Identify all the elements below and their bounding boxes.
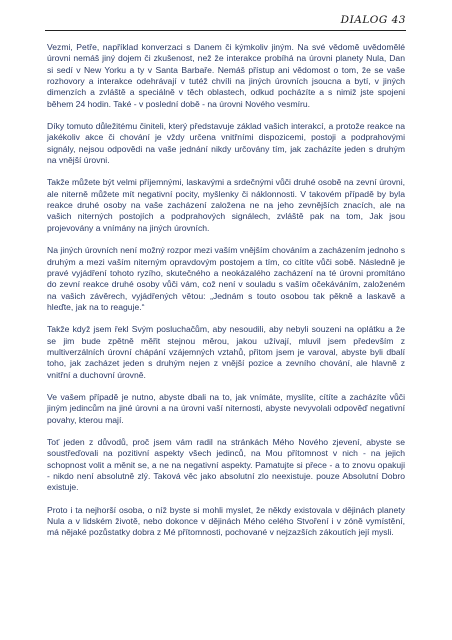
- paragraph: Takže když jsem řekl Svým posluchačům, aby nesoudili, aby nebyli souzeni na oplátku a že se jim bude zpětně měřit stejnou měrou, jakou užívají, mluvil jsem především z multiverzálních úrovní chápání vzájemných vztahů, přitom jsem je varoval, abyste byli dbalí toho, jak zacházet jeden s druhým nejen z vnější pozice a zevního chování, ale hlavně z vnitřní a duchovní úrovně.: [47, 324, 405, 380]
- document-body: [47, 42, 405, 550]
- header-title: DIALOG 43: [340, 14, 406, 26]
- paragraph: Na jiných úrovních není možný rozpor mezi vaším vnějším chováním a zacházením jednoho s druhým a mezi vaším niterným opravdovým postojem a tím, co cítíte vůči sobě. Následně je pravé vyjádření tohoto ryzího, skutečného a neokázalého zacházení na té úrovni promítáno do zevní reakce druhé osoby vůči vám, což není v souladu s vaším očekáváním, založeném na vašich závěrech, vyjádřených větou: „Jednám s touto osobou tak pěkně a laskavě a hleďte, jak na to reaguje.“: [47, 245, 405, 312]
- header-rule: [45, 30, 406, 31]
- paragraph: Ve vašem případě je nutno, abyste dbali na to, jak vnímáte, myslíte, cítíte a zacházíte vůči jiným jedincům na jiné úrovni a na úrovni vaší niternosti, abyste nevyvolali odpověď negativní povahy, kterou mají.: [47, 391, 405, 425]
- paragraph: Vezmi, Petře, například konverzaci s Danem či kýmkoliv jiným. Na své vědomě uvědomělé úrovni nemáš jiný dojem či zkušenost, než že interakce probíhá na úrovni planety Nula, Dan si sedí v New Yorku a ty v Santa Barbaře. Nemáš přístup ani vědomost o tom, že se vaše rozhovory a interakce odehrávají v tutéž chvíli na jiných úrovních jsoucna a bytí, v jiných dimenzích a zvláště a speciálně v těch oblastech, odkud pocházíte a s nimiž jste spojeni během 24 hodin. Také - v poslední době - na úrovni Nového vesmíru.: [47, 42, 405, 109]
- paragraph: Proto i ta nejhorší osoba, o níž byste si mohli myslet, že někdy existovala v dějinách planety Nula a v lidském životě, nebo dokonce v dějinách Mého celého Stvoření i v zóně vymístění, má nějaké pozůstatky dobra z Mé přítomnosti, pochované v nejzazších zákoutích její mysli.: [47, 504, 405, 538]
- paragraph: Toť jeden z důvodů, proč jsem vám radil na stránkách Mého Nového zjevení, abyste se soustřeďovali na pozitivní aspekty všech jedinců, na Mou přítomnost v nich - na jejich schopnost volit a měnit se, a ne na negativní aspekty. Pamatujte si přece - a to znovu opakuji - nikdo není absolutně zlý. Taková věc jako absolutní zlo neexistuje. pouze Absolutní Dobro existuje.: [47, 436, 405, 493]
- page-header: [45, 10, 406, 32]
- paragraph: Takže můžete být velmi příjemnými, laskavými a srdečnými vůči druhé osobě na zevní úrovni, ale niterně můžete mít negativní pocity, myšlenky či náklonnosti. V takovém případě by byla reakce druhé osoby na vaše zacházení založena ne na jeho zevnějších znacích, ale na vašich niterných postojích a podprahových signálech, zvláště pak na tom, Jak jsou projevovány a vnímány na jiných úrovních.: [47, 177, 405, 233]
- paragraph: Díky tomuto důležitému činiteli, který představuje základ vašich interakcí, a protože reakce na jakékoliv akce či chování je vždy určena vnitřními dispozicemi, postoji a podprahovými signály, nejsou odpovědi na vaše jednání nikdy určovány tím, jak zacházíte jeden s druhým na vnější úrovni.: [47, 121, 405, 166]
